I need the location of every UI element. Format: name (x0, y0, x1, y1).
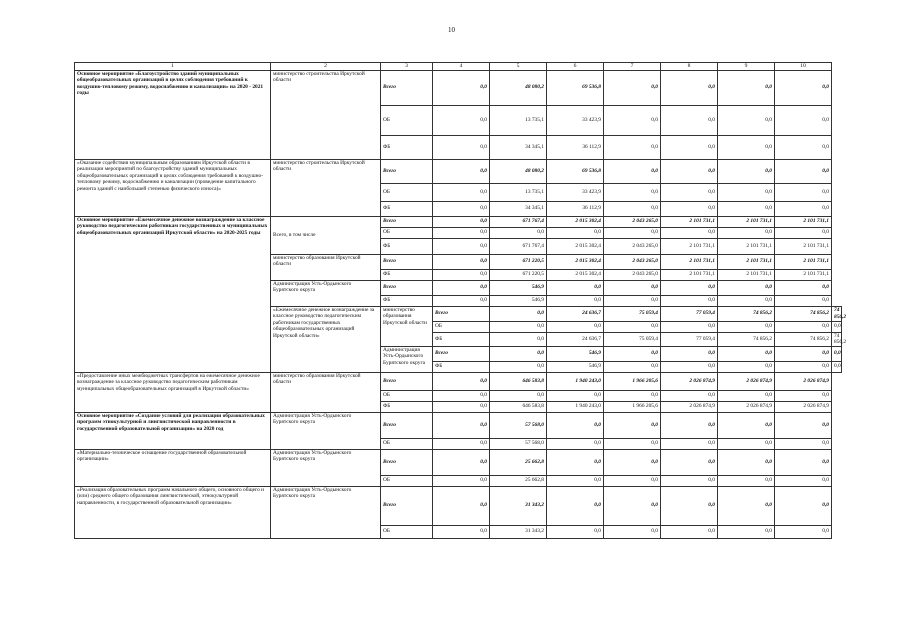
column-header: 6 (547, 63, 604, 71)
amount-cell: 2 101 731,1 (718, 254, 775, 269)
amount-cell: 546,9 (547, 346, 604, 361)
column-header: 7 (604, 63, 661, 71)
amount-cell: 0,0 (433, 449, 490, 475)
amount-cell: 0,0 (547, 390, 604, 401)
funding-source: ОБ (381, 183, 433, 201)
column-header: 1 (75, 63, 271, 71)
amount-cell: 0,0 (661, 486, 718, 525)
amount-cell: 75 059,4 (604, 306, 661, 321)
amount-cell: 0,0 (775, 70, 832, 105)
amount-cell: 0,0 (433, 238, 490, 254)
amount-cell: 0,0 (433, 486, 490, 525)
amount-cell: 0,0 (775, 412, 832, 438)
activity-description: «Реализация образовательных программ начального общего, основного общего и (или) среднего общего образования лингвистической, этнокультурной направленности, в государственной образовательной организации» (75, 486, 271, 538)
amount-cell: 13 735,1 (490, 183, 547, 201)
amount-cell: 2 101 731,1 (775, 254, 832, 269)
amount-cell: 24 636,7 (547, 332, 604, 346)
amount-cell: 0,0 (433, 183, 490, 201)
executor: министерство образования Иркутской области (381, 306, 433, 346)
amount-cell: 0,0 (490, 332, 547, 346)
amount-cell: 1 966 205,6 (604, 401, 661, 412)
amount-cell: 0,0 (490, 390, 547, 401)
amount-cell: 546,9 (490, 280, 547, 295)
funding-source: ФБ (381, 201, 433, 216)
amount-cell: 0,0 (718, 201, 775, 216)
amount-cell: 74 856,2 (775, 306, 832, 321)
amount-cell: 0,0 (661, 321, 718, 332)
amount-cell: 0,0 (775, 135, 832, 159)
amount-cell: 2 015 302,4 (547, 216, 604, 227)
column-header: 3 (381, 63, 433, 71)
amount-cell: 0,0 (433, 216, 490, 227)
amount-cell: 2 101 731,1 (661, 254, 718, 269)
funding-source: ОБ (381, 227, 433, 238)
amount-cell: 2 026 874,9 (718, 401, 775, 412)
amount-cell: 0,0 (718, 321, 775, 332)
amount-cell: 0,0 (775, 183, 832, 201)
amount-cell: 36 112,9 (547, 135, 604, 159)
amount-cell: 0,0 (775, 346, 832, 361)
amount-cell: 0,0 (433, 475, 490, 486)
amount-cell: 25 662,8 (490, 449, 547, 475)
amount-cell: 2 043 265,0 (604, 269, 661, 280)
amount-cell: 0,0 (604, 486, 661, 525)
activity-description: Основное мероприятие «Благоустройство зданий муниципальных общеобразовательных организаций в целях соблюдения требований к воздушно-тепловому режиму, водоснабжению и канализации» на 2020 - 2021 годы (75, 70, 271, 159)
amount-cell: 0,0 (604, 412, 661, 438)
amount-cell: 0,0 (433, 269, 490, 280)
amount-cell: 0,0 (661, 438, 718, 449)
amount-cell: 2 015 302,4 (547, 238, 604, 254)
amount-cell: 34 345,1 (490, 135, 547, 159)
amount-cell: 33 423,9 (547, 105, 604, 135)
amount-cell: 0,0 (604, 135, 661, 159)
amount-cell: 0,0 (547, 525, 604, 538)
amount-cell: 0,0 (433, 525, 490, 538)
amount-cell: 0,0 (604, 295, 661, 306)
funding-source: ФБ (381, 269, 433, 280)
amount-cell: 48 080,2 (490, 70, 547, 105)
funding-source: Всего (381, 280, 433, 295)
amount-cell: 0,0 (718, 449, 775, 475)
amount-cell: 546,9 (490, 295, 547, 306)
amount-cell: 0,0 (604, 525, 661, 538)
amount-cell: 646 583,8 (490, 372, 547, 390)
amount-cell: 0,0 (661, 280, 718, 295)
amount-cell: 0,0 (718, 135, 775, 159)
amount-cell: 0,0 (547, 295, 604, 306)
table-row (75, 70, 842, 105)
amount-cell: 0,0 (604, 321, 661, 332)
amount-cell: 1 966 205,6 (604, 372, 661, 390)
amount-cell: 0,0 (718, 159, 775, 183)
amount-cell: 0,0 (718, 390, 775, 401)
amount-cell: 0,0 (775, 449, 832, 475)
amount-cell: 0,0 (718, 412, 775, 438)
header-row (75, 63, 842, 71)
amount-cell: 0,0 (718, 475, 775, 486)
amount-cell: 0,0 (433, 390, 490, 401)
amount-cell: 0,0 (604, 159, 661, 183)
activity-description: Основное мероприятие «Ежемесячное денежное вознаграждение за классное руководство педагогическим работникам государственных и муниципальных общеобразовательных организаций Иркутской области» на 2020-2025 годы (75, 216, 271, 372)
amount-cell: 2 101 731,1 (718, 216, 775, 227)
column-header: 4 (433, 63, 490, 71)
funding-source: ОБ (381, 475, 433, 486)
amount-cell: 0,0 (433, 159, 490, 183)
amount-cell: 0,0 (775, 525, 832, 538)
amount-cell: 0,0 (718, 70, 775, 105)
amount-cell: 0,0 (433, 135, 490, 159)
funding-source: Всего (433, 346, 490, 361)
amount-cell: 546,9 (547, 361, 604, 372)
funding-source: Всего (381, 70, 433, 105)
executor: Администрация Усть-Ордынского Бурятского округа (271, 412, 381, 449)
amount-cell: 33 423,9 (547, 183, 604, 201)
amount-cell: 0,0 (718, 227, 775, 238)
amount-cell: 0,0 (547, 449, 604, 475)
amount-cell: 0,0 (718, 438, 775, 449)
funding-source: Всего (381, 216, 433, 227)
amount-cell: 0,0 (661, 412, 718, 438)
amount-cell: 0,0 (775, 105, 832, 135)
amount-cell: 0,0 (604, 475, 661, 486)
amount-cell: 13 735,1 (490, 105, 547, 135)
amount-cell: 2 101 731,1 (718, 238, 775, 254)
amount-cell: 0,0 (661, 183, 718, 201)
amount-cell: 0,0 (661, 135, 718, 159)
executor: Администрация Усть-Ордынского Бурятского округа (271, 449, 381, 486)
amount-cell: 0,0 (547, 412, 604, 438)
funding-table (74, 62, 847, 539)
executor: министерство строительства Иркутской области (271, 70, 381, 159)
amount-cell: 74 856,2 (832, 332, 842, 346)
amount-cell: 0,0 (604, 280, 661, 295)
amount-cell: 31 343,2 (490, 486, 547, 525)
funding-source: Всего (381, 254, 433, 269)
amount-cell: 34 345,1 (490, 201, 547, 216)
amount-cell: 2 101 731,1 (775, 216, 832, 227)
amount-cell: 0,0 (718, 295, 775, 306)
amount-cell: 1 940 243,0 (547, 372, 604, 390)
activity-description: «Материально-техническое оснащение государственной образовательной организации» (75, 449, 271, 486)
amount-cell: 0,0 (433, 280, 490, 295)
amount-cell: 74 856,2 (718, 306, 775, 321)
amount-cell: 0,0 (718, 346, 775, 361)
amount-cell: 0,0 (490, 361, 547, 372)
funding-source: ФБ (433, 332, 490, 346)
amount-cell: 0,0 (661, 201, 718, 216)
table-row (75, 159, 842, 183)
column-header: 5 (490, 63, 547, 71)
amount-cell: 0,0 (718, 486, 775, 525)
executor: министерство образования Иркутской области (271, 372, 381, 412)
amount-cell: 0,0 (661, 361, 718, 372)
amount-cell: 2 026 874,9 (775, 372, 832, 390)
amount-cell: 0,0 (604, 449, 661, 475)
amount-cell: 0,0 (547, 227, 604, 238)
funding-source: Всего (433, 306, 490, 321)
amount-cell: 77 059,4 (661, 306, 718, 321)
amount-cell: 25 662,8 (490, 475, 547, 486)
activity-description: «Ежемесячное денежное вознаграждение за классное руководство педагогическим работникам государственных общеобразовательных организаций Иркутской области» (271, 306, 381, 372)
column-header: 10 (775, 63, 832, 71)
amount-cell: 0,0 (775, 438, 832, 449)
amount-cell: 0,0 (604, 390, 661, 401)
column-header: 2 (271, 63, 381, 71)
amount-cell: 0,0 (661, 475, 718, 486)
executor: министерство образования Иркутской области (271, 254, 381, 280)
amount-cell: 0,0 (604, 183, 661, 201)
amount-cell: 74 856,2 (718, 332, 775, 346)
amount-cell: 0,0 (775, 227, 832, 238)
funding-source: ФБ (381, 295, 433, 306)
funding-source: ОБ (381, 105, 433, 135)
amount-cell: 0,0 (490, 346, 547, 361)
funding-source: Всего (381, 412, 433, 438)
amount-cell: 31 343,2 (490, 525, 547, 538)
amount-cell: 0,0 (661, 390, 718, 401)
amount-cell: 0,0 (832, 321, 842, 332)
amount-cell: 0,0 (775, 475, 832, 486)
amount-cell: 2 043 265,0 (604, 254, 661, 269)
amount-cell: 2 101 731,1 (775, 269, 832, 280)
amount-cell: 0,0 (775, 361, 832, 372)
amount-cell: 2 101 731,1 (661, 238, 718, 254)
activity-description: «Оказание содействия муниципальным образованиям Иркутской области в реализации мероприятий по благоустройству зданий муниципальных общеобразовательных организаций в целях соблюдения требований к воздушно-тепловому режиму, водоснабжению и канализации (проведение капитального ремонта зданий с наибольшей степенью физического износа)» (75, 159, 271, 216)
amount-cell: 0,0 (433, 412, 490, 438)
amount-cell: 0,0 (661, 227, 718, 238)
funding-source: ФБ (381, 401, 433, 412)
amount-cell: 75 059,4 (604, 332, 661, 346)
amount-cell: 0,0 (775, 390, 832, 401)
amount-cell: 0,0 (661, 159, 718, 183)
amount-cell: 2 015 302,4 (547, 254, 604, 269)
amount-cell: 0,0 (547, 475, 604, 486)
amount-cell: 671 220,5 (490, 254, 547, 269)
amount-cell: 0,0 (775, 295, 832, 306)
amount-cell: 2 043 265,0 (604, 238, 661, 254)
executor: министерство строительства Иркутской области (271, 159, 381, 216)
funding-source: Всего (381, 486, 433, 525)
amount-cell: 0,0 (433, 70, 490, 105)
funding-source: Всего (381, 159, 433, 183)
amount-cell: 0,0 (547, 438, 604, 449)
activity-description: Основное мероприятие «Создание условий для реализации образовательных программ этнокультурной и лингвистической направленности в государственной образовательной организации» на 2020 год (75, 412, 271, 449)
amount-cell: 0,0 (775, 486, 832, 525)
amount-cell: 2 026 874,9 (661, 372, 718, 390)
amount-cell: 0,0 (661, 295, 718, 306)
amount-cell: 2 026 874,9 (775, 401, 832, 412)
amount-cell: 0,0 (604, 438, 661, 449)
amount-cell: 0,0 (661, 70, 718, 105)
amount-cell: 0,0 (490, 227, 547, 238)
amount-cell: 0,0 (604, 361, 661, 372)
amount-cell: 0,0 (661, 105, 718, 135)
amount-cell: 0,0 (547, 280, 604, 295)
funding-source: ОБ (381, 390, 433, 401)
amount-cell: 0,0 (775, 280, 832, 295)
funding-source: Всего (381, 372, 433, 390)
funding-source: ФБ (381, 135, 433, 159)
amount-cell: 74 856,2 (832, 306, 842, 321)
amount-cell: 0,0 (718, 525, 775, 538)
executor: Всего, в том числе (271, 216, 381, 254)
amount-cell: 0,0 (775, 159, 832, 183)
page-number: 10 (448, 26, 455, 34)
amount-cell: 0,0 (604, 70, 661, 105)
funding-source: ОБ (381, 525, 433, 538)
amount-cell: 0,0 (433, 227, 490, 238)
column-header: 9 (718, 63, 775, 71)
executor: Администрация Усть-Ордынского Бурятского округа (271, 280, 381, 306)
amount-cell: 0,0 (433, 254, 490, 269)
amount-cell: 0,0 (661, 346, 718, 361)
amount-cell: 0,0 (604, 201, 661, 216)
amount-cell: 0,0 (832, 346, 842, 361)
funding-source: Всего (381, 449, 433, 475)
amount-cell: 0,0 (433, 295, 490, 306)
amount-cell: 57 568,0 (490, 412, 547, 438)
amount-cell: 2 101 731,1 (661, 269, 718, 280)
amount-cell: 0,0 (718, 105, 775, 135)
amount-cell: 0,0 (433, 201, 490, 216)
executor: Администрация Усть-Ордынского Бурятского округа (381, 346, 433, 372)
amount-cell: 0,0 (547, 486, 604, 525)
amount-cell: 2 043 265,0 (604, 216, 661, 227)
amount-cell: 2 101 731,1 (775, 238, 832, 254)
amount-cell: 0,0 (604, 227, 661, 238)
table-row (75, 486, 842, 525)
amount-cell: 0,0 (433, 438, 490, 449)
amount-cell: 1 940 243,0 (547, 401, 604, 412)
amount-cell: 0,0 (604, 346, 661, 361)
amount-cell: 0,0 (490, 321, 547, 332)
table-row (75, 216, 842, 227)
funding-source: ФБ (381, 238, 433, 254)
amount-cell: 0,0 (832, 361, 842, 372)
executor: Администрация Усть-Ордынского Бурятского округа (271, 486, 381, 538)
amount-cell: 0,0 (718, 183, 775, 201)
amount-cell: 69 536,8 (547, 159, 604, 183)
amount-cell: 2 026 874,9 (718, 372, 775, 390)
amount-cell: 0,0 (547, 321, 604, 332)
amount-cell: 671 767,4 (490, 238, 547, 254)
amount-cell: 0,0 (661, 449, 718, 475)
amount-cell: 0,0 (433, 372, 490, 390)
amount-cell: 0,0 (775, 321, 832, 332)
amount-cell: 0,0 (490, 306, 547, 321)
amount-cell: 0,0 (718, 280, 775, 295)
amount-cell: 74 856,2 (775, 332, 832, 346)
funding-source: ФБ (433, 361, 490, 372)
amount-cell: 2 101 731,1 (718, 269, 775, 280)
activity-description: «Предоставление иных межбюджетных трансфертов на ежемесячное денежное вознаграждение за классное руководство педагогическим работникам муниципальных общеобразовательных организаций в Иркутской области» (75, 372, 271, 412)
amount-cell: 36 112,9 (547, 201, 604, 216)
table-row (75, 412, 842, 438)
amount-cell: 671 220,5 (490, 269, 547, 280)
amount-cell: 2 026 874,9 (661, 401, 718, 412)
table-row (75, 449, 842, 475)
amount-cell: 2 101 731,1 (661, 216, 718, 227)
amount-cell: 0,0 (775, 201, 832, 216)
column-header: 8 (661, 63, 718, 71)
amount-cell: 48 080,2 (490, 159, 547, 183)
funding-source: ОБ (433, 321, 490, 332)
amount-cell: 57 568,0 (490, 438, 547, 449)
amount-cell: 2 015 302,4 (547, 269, 604, 280)
amount-cell: 0,0 (433, 105, 490, 135)
amount-cell: 77 059,4 (661, 332, 718, 346)
amount-cell: 671 767,4 (490, 216, 547, 227)
amount-cell: 0,0 (433, 401, 490, 412)
funding-source: ОБ (381, 438, 433, 449)
amount-cell: 24 636,7 (547, 306, 604, 321)
table-row (75, 372, 842, 390)
amount-cell: 646 583,8 (490, 401, 547, 412)
amount-cell: 0,0 (604, 105, 661, 135)
amount-cell: 0,0 (718, 361, 775, 372)
amount-cell: 69 536,8 (547, 70, 604, 105)
amount-cell: 0,0 (661, 525, 718, 538)
